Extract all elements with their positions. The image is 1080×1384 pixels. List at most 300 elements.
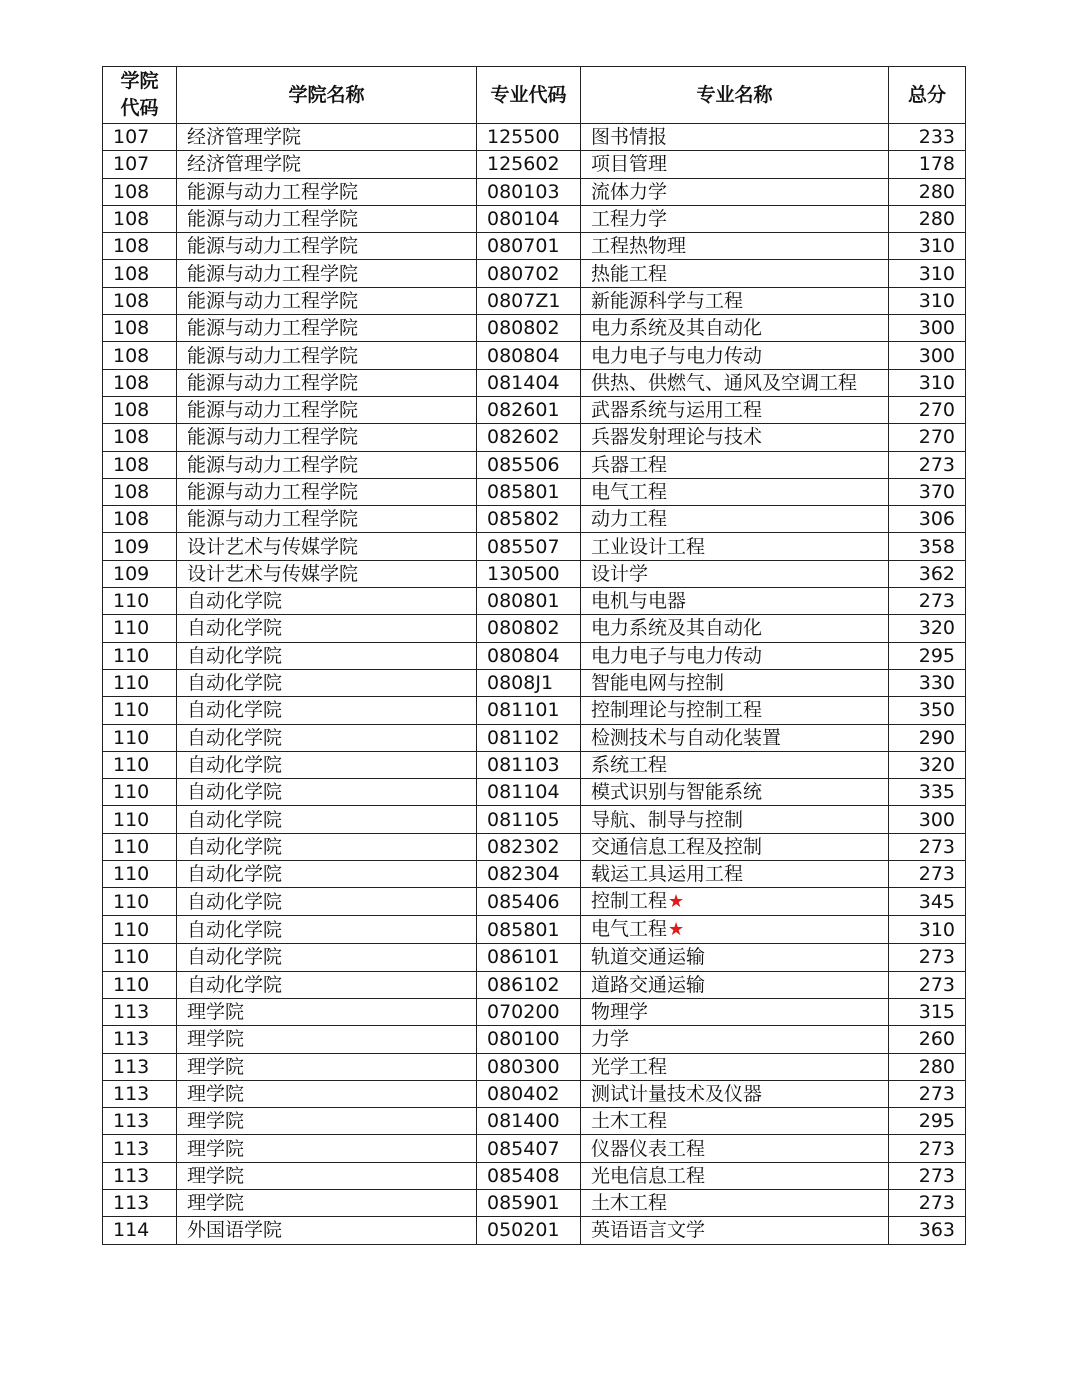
major-name-cell bbox=[581, 124, 889, 151]
major-name-cell-text: 英语语言文学 bbox=[591, 1219, 706, 1242]
table-row bbox=[103, 424, 966, 451]
college-name-cell bbox=[177, 833, 477, 860]
major-name-cell-text: 电力系统及其自动化 bbox=[591, 317, 763, 340]
total-score-cell bbox=[889, 588, 966, 615]
major-code-cell bbox=[477, 424, 581, 451]
major-code-cell-text: 081103 bbox=[487, 753, 560, 776]
major-name-cell-text: 兵器发射理论与技术 bbox=[591, 426, 763, 449]
college-name-cell bbox=[177, 533, 477, 560]
college-name-cell-text: 自动化学院 bbox=[187, 726, 283, 749]
table-row bbox=[103, 1108, 966, 1135]
college-name-cell-text: 自动化学院 bbox=[187, 890, 283, 913]
college-code-cell bbox=[103, 178, 177, 205]
college-name-cell-text: 自动化学院 bbox=[187, 753, 283, 776]
college-code-cell-text: 109 bbox=[113, 562, 150, 585]
total-score-cell-text: 273 bbox=[918, 1137, 955, 1160]
major-name-cell bbox=[581, 260, 889, 287]
college-name-cell bbox=[177, 451, 477, 478]
major-code-cell-text: 081102 bbox=[487, 726, 560, 749]
college-code-cell-text: 110 bbox=[113, 617, 150, 640]
college-name-cell bbox=[177, 1162, 477, 1189]
table-row bbox=[103, 806, 966, 833]
college-name-cell bbox=[177, 342, 477, 369]
total-score-cell-text: 320 bbox=[918, 617, 955, 640]
total-score-cell bbox=[889, 315, 966, 342]
major-name-cell bbox=[581, 944, 889, 971]
college-code-cell-text: 108 bbox=[113, 481, 150, 503]
college-name-cell bbox=[177, 205, 477, 232]
table-row bbox=[103, 451, 966, 478]
major-code-cell-text: 082601 bbox=[487, 399, 560, 422]
major-code-cell-text: 080804 bbox=[487, 344, 560, 367]
college-code-cell-text: 113 bbox=[113, 1192, 150, 1215]
table-row bbox=[103, 369, 966, 396]
college-code-cell bbox=[103, 342, 177, 369]
total-score-cell-text: 270 bbox=[918, 426, 955, 449]
total-score-cell-text: 300 bbox=[918, 317, 955, 340]
major-code-cell-text: 080802 bbox=[487, 617, 560, 640]
table-row bbox=[103, 971, 966, 998]
college-code-cell bbox=[103, 888, 177, 916]
major-code-cell bbox=[477, 806, 581, 833]
major-code-cell-text: 0807Z1 bbox=[487, 289, 561, 312]
major-code-cell-text: 080300 bbox=[487, 1055, 560, 1078]
major-code-cell bbox=[477, 260, 581, 287]
major-code-cell-text: 085406 bbox=[487, 890, 560, 913]
college-name-cell-text: 自动化学院 bbox=[187, 973, 283, 996]
college-name-cell bbox=[177, 260, 477, 287]
college-name-cell-text: 自动化学院 bbox=[187, 918, 283, 941]
college-code-cell-text: 110 bbox=[113, 946, 150, 969]
major-code-header: 专业代码 bbox=[477, 67, 581, 124]
college-code-cell-text: 113 bbox=[113, 1028, 150, 1051]
college-code-cell bbox=[103, 998, 177, 1025]
total-score-cell bbox=[889, 806, 966, 833]
college-code-cell-text: 110 bbox=[113, 863, 150, 886]
major-code-cell bbox=[477, 998, 581, 1025]
college-name-cell-text: 自动化学院 bbox=[187, 863, 283, 886]
major-code-cell-text: 081400 bbox=[487, 1110, 560, 1133]
total-score-cell bbox=[889, 178, 966, 205]
major-code-cell-text: 085901 bbox=[487, 1192, 560, 1215]
total-score-cell bbox=[889, 1108, 966, 1135]
total-score-cell bbox=[889, 1217, 966, 1244]
college-name-cell bbox=[177, 396, 477, 423]
major-name-cell-text: 工业设计工程 bbox=[591, 535, 706, 558]
major-name-cell bbox=[581, 1189, 889, 1216]
major-code-cell bbox=[477, 888, 581, 916]
college-name-cell-text: 能源与动力工程学院 bbox=[187, 317, 359, 340]
college-code-cell-text: 113 bbox=[113, 1055, 150, 1078]
major-code-cell bbox=[477, 724, 581, 751]
college-code-cell bbox=[103, 396, 177, 423]
major-code-cell bbox=[477, 1162, 581, 1189]
college-name-cell-text: 能源与动力工程学院 bbox=[187, 289, 359, 312]
college-name-cell bbox=[177, 1053, 477, 1080]
college-code-cell bbox=[103, 315, 177, 342]
college-code-cell bbox=[103, 779, 177, 806]
major-name-cell bbox=[581, 151, 889, 178]
total-score-cell-text: 345 bbox=[918, 890, 955, 913]
total-score-cell bbox=[889, 478, 966, 505]
major-code-cell-text: 081404 bbox=[487, 371, 560, 394]
total-score-cell-text: 178 bbox=[918, 153, 955, 176]
major-code-cell bbox=[477, 233, 581, 260]
major-code-cell bbox=[477, 478, 581, 505]
major-code-cell bbox=[477, 342, 581, 369]
college-code-cell bbox=[103, 478, 177, 505]
total-score-cell-text: 370 bbox=[918, 481, 955, 503]
major-name-cell-text: 电气工程 bbox=[591, 481, 668, 503]
total-score-cell-text: 270 bbox=[918, 399, 955, 422]
college-code-cell bbox=[103, 1189, 177, 1216]
major-name-cell bbox=[581, 287, 889, 314]
total-score-cell bbox=[889, 916, 966, 944]
major-name-cell bbox=[581, 342, 889, 369]
college-code-header bbox=[103, 67, 177, 124]
major-name-cell-text: 电力系统及其自动化 bbox=[591, 617, 763, 640]
college-code-cell-text: 109 bbox=[113, 535, 150, 558]
major-code-cell-text: 080104 bbox=[487, 208, 560, 231]
table-row bbox=[103, 588, 966, 615]
total-score-cell-text: 295 bbox=[918, 1110, 955, 1133]
college-code-cell-text: 110 bbox=[113, 835, 150, 858]
college-code-cell-text: 110 bbox=[113, 644, 150, 667]
total-score-cell bbox=[889, 669, 966, 696]
college-name-cell-text: 理学院 bbox=[187, 1110, 245, 1133]
total-score-cell-text: 280 bbox=[918, 180, 955, 203]
total-score-cell-text: 290 bbox=[918, 726, 955, 749]
major-code-cell bbox=[477, 151, 581, 178]
major-code-cell bbox=[477, 669, 581, 696]
major-code-cell bbox=[477, 833, 581, 860]
table-row bbox=[103, 260, 966, 287]
major-name-cell-text: 设计学 bbox=[591, 562, 649, 585]
major-name-cell-text: 动力工程 bbox=[591, 508, 668, 531]
major-code-cell-text: 085801 bbox=[487, 481, 560, 503]
college-code-cell-text: 108 bbox=[113, 317, 150, 340]
major-code-cell-text: 125500 bbox=[487, 126, 560, 149]
college-code-cell bbox=[103, 1135, 177, 1162]
total-score-cell bbox=[889, 506, 966, 533]
college-code-cell-text: 108 bbox=[113, 399, 150, 422]
college-name-cell-text: 经济管理学院 bbox=[187, 153, 302, 176]
major-name-cell-text: 供热、供燃气、通风及空调工程 bbox=[591, 371, 858, 394]
total-score-cell bbox=[889, 833, 966, 860]
college-name-cell-text: 能源与动力工程学院 bbox=[187, 262, 359, 285]
major-code-cell-text: 085506 bbox=[487, 453, 560, 476]
college-name-cell bbox=[177, 1080, 477, 1107]
college-name-cell-text: 自动化学院 bbox=[187, 699, 283, 722]
total-score-cell-text: 350 bbox=[918, 699, 955, 722]
major-code-cell-text: 086101 bbox=[487, 946, 560, 969]
table-row bbox=[103, 396, 966, 423]
table-row bbox=[103, 888, 966, 916]
table-row bbox=[103, 205, 966, 232]
major-name-cell bbox=[581, 424, 889, 451]
major-code-cell bbox=[477, 588, 581, 615]
college-code-cell-text: 113 bbox=[113, 1110, 150, 1133]
college-code-cell-text: 114 bbox=[113, 1219, 150, 1242]
table-row bbox=[103, 642, 966, 669]
major-code-cell bbox=[477, 1217, 581, 1244]
college-name-cell bbox=[177, 944, 477, 971]
total-score-cell-text: 362 bbox=[918, 562, 955, 585]
major-code-cell-text: 081105 bbox=[487, 808, 560, 831]
major-code-cell bbox=[477, 287, 581, 314]
major-name-cell-text: 电力电子与电力传动 bbox=[591, 644, 763, 667]
college-code-cell bbox=[103, 1053, 177, 1080]
major-code-cell-text: 082304 bbox=[487, 863, 560, 886]
total-score-cell bbox=[889, 751, 966, 778]
major-code-cell bbox=[477, 1026, 581, 1053]
college-name-cell-text: 理学院 bbox=[187, 1164, 245, 1187]
college-code-cell-text: 107 bbox=[113, 153, 150, 176]
major-code-cell bbox=[477, 779, 581, 806]
major-code-cell-text: 050201 bbox=[487, 1219, 560, 1242]
total-score-cell-text: 233 bbox=[918, 126, 955, 149]
major-name-cell-text: 智能电网与控制 bbox=[591, 672, 725, 695]
total-score-cell-text: 273 bbox=[918, 453, 955, 476]
major-name-cell bbox=[581, 806, 889, 833]
college-name-cell-text: 自动化学院 bbox=[187, 617, 283, 640]
college-code-cell bbox=[103, 916, 177, 944]
college-name-cell-text: 理学院 bbox=[187, 1028, 245, 1051]
total-score-cell-text: 273 bbox=[918, 946, 955, 969]
total-score-cell-text: 358 bbox=[918, 535, 955, 558]
total-score-cell bbox=[889, 560, 966, 587]
college-name-cell-text: 设计艺术与传媒学院 bbox=[187, 562, 359, 585]
college-code-cell bbox=[103, 151, 177, 178]
total-score-cell bbox=[889, 724, 966, 751]
score-table bbox=[102, 66, 966, 1245]
total-score-cell bbox=[889, 1189, 966, 1216]
major-code-cell-text: 080804 bbox=[487, 644, 560, 667]
major-code-cell bbox=[477, 697, 581, 724]
major-name-cell-text: 新能源科学与工程 bbox=[591, 289, 744, 312]
major-name-cell bbox=[581, 315, 889, 342]
table-row bbox=[103, 533, 966, 560]
major-name-cell bbox=[581, 724, 889, 751]
total-score-cell bbox=[889, 615, 966, 642]
college-code-cell bbox=[103, 861, 177, 888]
total-score-cell bbox=[889, 697, 966, 724]
total-score-cell-text: 273 bbox=[918, 1192, 955, 1215]
college-name-cell bbox=[177, 615, 477, 642]
college-name-cell bbox=[177, 998, 477, 1025]
major-code-cell bbox=[477, 1053, 581, 1080]
major-code-cell bbox=[477, 751, 581, 778]
total-score-cell-text: 300 bbox=[918, 344, 955, 367]
major-name-cell bbox=[581, 1217, 889, 1244]
major-name-cell-text: 光电信息工程 bbox=[591, 1164, 706, 1187]
college-code-cell bbox=[103, 506, 177, 533]
college-code-cell bbox=[103, 724, 177, 751]
college-code-cell bbox=[103, 260, 177, 287]
header-row bbox=[103, 67, 966, 124]
college-name-cell-text: 能源与动力工程学院 bbox=[187, 426, 359, 449]
major-code-cell bbox=[477, 1080, 581, 1107]
college-code-cell bbox=[103, 1026, 177, 1053]
college-name-cell bbox=[177, 1135, 477, 1162]
major-name-cell bbox=[581, 1053, 889, 1080]
major-name-cell bbox=[581, 396, 889, 423]
major-name-cell-text: 检测技术与自动化装置 bbox=[591, 726, 782, 749]
table-row bbox=[103, 287, 966, 314]
total-score-cell bbox=[889, 1053, 966, 1080]
total-score-cell-text: 306 bbox=[918, 508, 955, 531]
college-code-cell bbox=[103, 697, 177, 724]
college-name-cell-text: 能源与动力工程学院 bbox=[187, 453, 359, 476]
college-name-cell bbox=[177, 1026, 477, 1053]
table-row bbox=[103, 560, 966, 587]
total-score-cell bbox=[889, 396, 966, 423]
college-code-cell bbox=[103, 124, 177, 151]
major-code-cell-text: 080701 bbox=[487, 235, 560, 258]
major-name-cell bbox=[581, 233, 889, 260]
college-name-cell bbox=[177, 315, 477, 342]
total-score-cell-text: 273 bbox=[918, 973, 955, 996]
college-name-cell-text: 设计艺术与传媒学院 bbox=[187, 535, 359, 558]
college-code-cell bbox=[103, 205, 177, 232]
college-code-cell bbox=[103, 944, 177, 971]
major-code-cell bbox=[477, 205, 581, 232]
college-code-cell bbox=[103, 560, 177, 587]
major-name-cell-text: 武器系统与运用工程 bbox=[591, 399, 763, 422]
major-name-cell bbox=[581, 506, 889, 533]
major-name-cell bbox=[581, 697, 889, 724]
college-code-cell-text: 108 bbox=[113, 289, 150, 312]
college-code-cell-text: 110 bbox=[113, 753, 150, 776]
major-code-cell bbox=[477, 533, 581, 560]
major-name-cell-text: 热能工程 bbox=[591, 262, 668, 285]
score-table-sheet bbox=[102, 66, 965, 1245]
college-code-cell-text: 108 bbox=[113, 371, 150, 394]
major-code-cell bbox=[477, 861, 581, 888]
total-score-cell bbox=[889, 424, 966, 451]
college-name-cell bbox=[177, 669, 477, 696]
total-score-cell bbox=[889, 998, 966, 1025]
college-code-cell bbox=[103, 369, 177, 396]
college-name-cell-text: 理学院 bbox=[187, 1055, 245, 1078]
table-row bbox=[103, 124, 966, 151]
college-name-cell bbox=[177, 806, 477, 833]
major-code-cell-text: 0808J1 bbox=[487, 672, 554, 695]
total-score-cell-text: 273 bbox=[918, 590, 955, 613]
college-code-cell bbox=[103, 451, 177, 478]
college-code-cell-text: 110 bbox=[113, 918, 150, 941]
total-score-cell bbox=[889, 971, 966, 998]
total-score-cell bbox=[889, 1026, 966, 1053]
total-score-cell-text: 260 bbox=[918, 1028, 955, 1051]
college-code-cell bbox=[103, 233, 177, 260]
college-name-cell-text: 自动化学院 bbox=[187, 946, 283, 969]
major-name-cell bbox=[581, 615, 889, 642]
college-name-cell bbox=[177, 424, 477, 451]
total-score-cell bbox=[889, 779, 966, 806]
college-code-cell bbox=[103, 971, 177, 998]
table-row bbox=[103, 861, 966, 888]
total-score-cell-text: 310 bbox=[918, 235, 955, 258]
college-code-cell bbox=[103, 1217, 177, 1244]
major-name-cell-text: 物理学 bbox=[591, 1001, 649, 1024]
college-code-cell bbox=[103, 588, 177, 615]
college-name-cell-text: 理学院 bbox=[187, 1082, 245, 1105]
table-row bbox=[103, 1026, 966, 1053]
college-name-cell-text: 外国语学院 bbox=[187, 1219, 283, 1242]
college-name-cell-text: 理学院 bbox=[187, 1137, 245, 1160]
major-name-cell-text: 工程热物理 bbox=[591, 235, 687, 258]
table-row bbox=[103, 697, 966, 724]
college-code-cell bbox=[103, 424, 177, 451]
major-name-cell-text: 载运工具运用工程 bbox=[591, 863, 744, 886]
major-name-cell-text: 导航、制导与控制 bbox=[591, 808, 744, 831]
college-code-cell bbox=[103, 1080, 177, 1107]
major-name-cell-text: 控制理论与控制工程 bbox=[591, 699, 763, 722]
total-score-cell bbox=[889, 342, 966, 369]
total-score-cell-text: 295 bbox=[918, 644, 955, 667]
total-score-cell-text: 363 bbox=[918, 1219, 955, 1242]
college-name-cell bbox=[177, 642, 477, 669]
major-name-header: 专业名称 bbox=[581, 67, 889, 124]
major-name-cell-text: 图书情报 bbox=[591, 126, 668, 149]
major-code-cell bbox=[477, 560, 581, 587]
college-name-cell-text: 自动化学院 bbox=[187, 781, 283, 804]
college-name-header: 学院名称 bbox=[177, 67, 477, 124]
major-name-cell bbox=[581, 1108, 889, 1135]
table-row bbox=[103, 1189, 966, 1216]
major-name-cell bbox=[581, 861, 889, 888]
total-score-header: 总分 bbox=[889, 67, 966, 124]
total-score-cell bbox=[889, 233, 966, 260]
major-code-cell-text: 082302 bbox=[487, 835, 560, 858]
major-code-cell-text: 080801 bbox=[487, 590, 560, 613]
major-name-cell bbox=[581, 1026, 889, 1053]
college-code-cell-text: 110 bbox=[113, 699, 150, 722]
major-name-cell bbox=[581, 971, 889, 998]
table-row bbox=[103, 506, 966, 533]
table-row bbox=[103, 1162, 966, 1189]
major-name-cell bbox=[581, 588, 889, 615]
table-row bbox=[103, 779, 966, 806]
major-code-cell bbox=[477, 124, 581, 151]
college-code-cell-text: 108 bbox=[113, 344, 150, 367]
total-score-cell bbox=[889, 287, 966, 314]
major-name-cell bbox=[581, 1135, 889, 1162]
table-row bbox=[103, 1135, 966, 1162]
college-code-header-line1: 学院 bbox=[120, 70, 159, 92]
major-code-cell-text: 130500 bbox=[487, 562, 560, 585]
total-score-cell-text: 300 bbox=[918, 808, 955, 831]
total-score-cell-text: 280 bbox=[918, 1055, 955, 1078]
major-name-cell bbox=[581, 369, 889, 396]
major-code-cell-text: 086102 bbox=[487, 973, 560, 996]
major-code-cell bbox=[477, 369, 581, 396]
table-row bbox=[103, 178, 966, 205]
major-code-cell bbox=[477, 451, 581, 478]
table-row bbox=[103, 1080, 966, 1107]
major-name-cell bbox=[581, 451, 889, 478]
college-code-cell-text: 108 bbox=[113, 453, 150, 476]
college-name-cell-text: 自动化学院 bbox=[187, 590, 283, 613]
college-name-cell bbox=[177, 588, 477, 615]
total-score-cell-text: 310 bbox=[918, 918, 955, 941]
total-score-cell bbox=[889, 861, 966, 888]
major-name-cell-text: 仪器仪表工程 bbox=[591, 1137, 706, 1160]
college-code-cell-text: 110 bbox=[113, 672, 150, 695]
major-code-cell-text: 085407 bbox=[487, 1137, 560, 1160]
major-code-cell bbox=[477, 1189, 581, 1216]
